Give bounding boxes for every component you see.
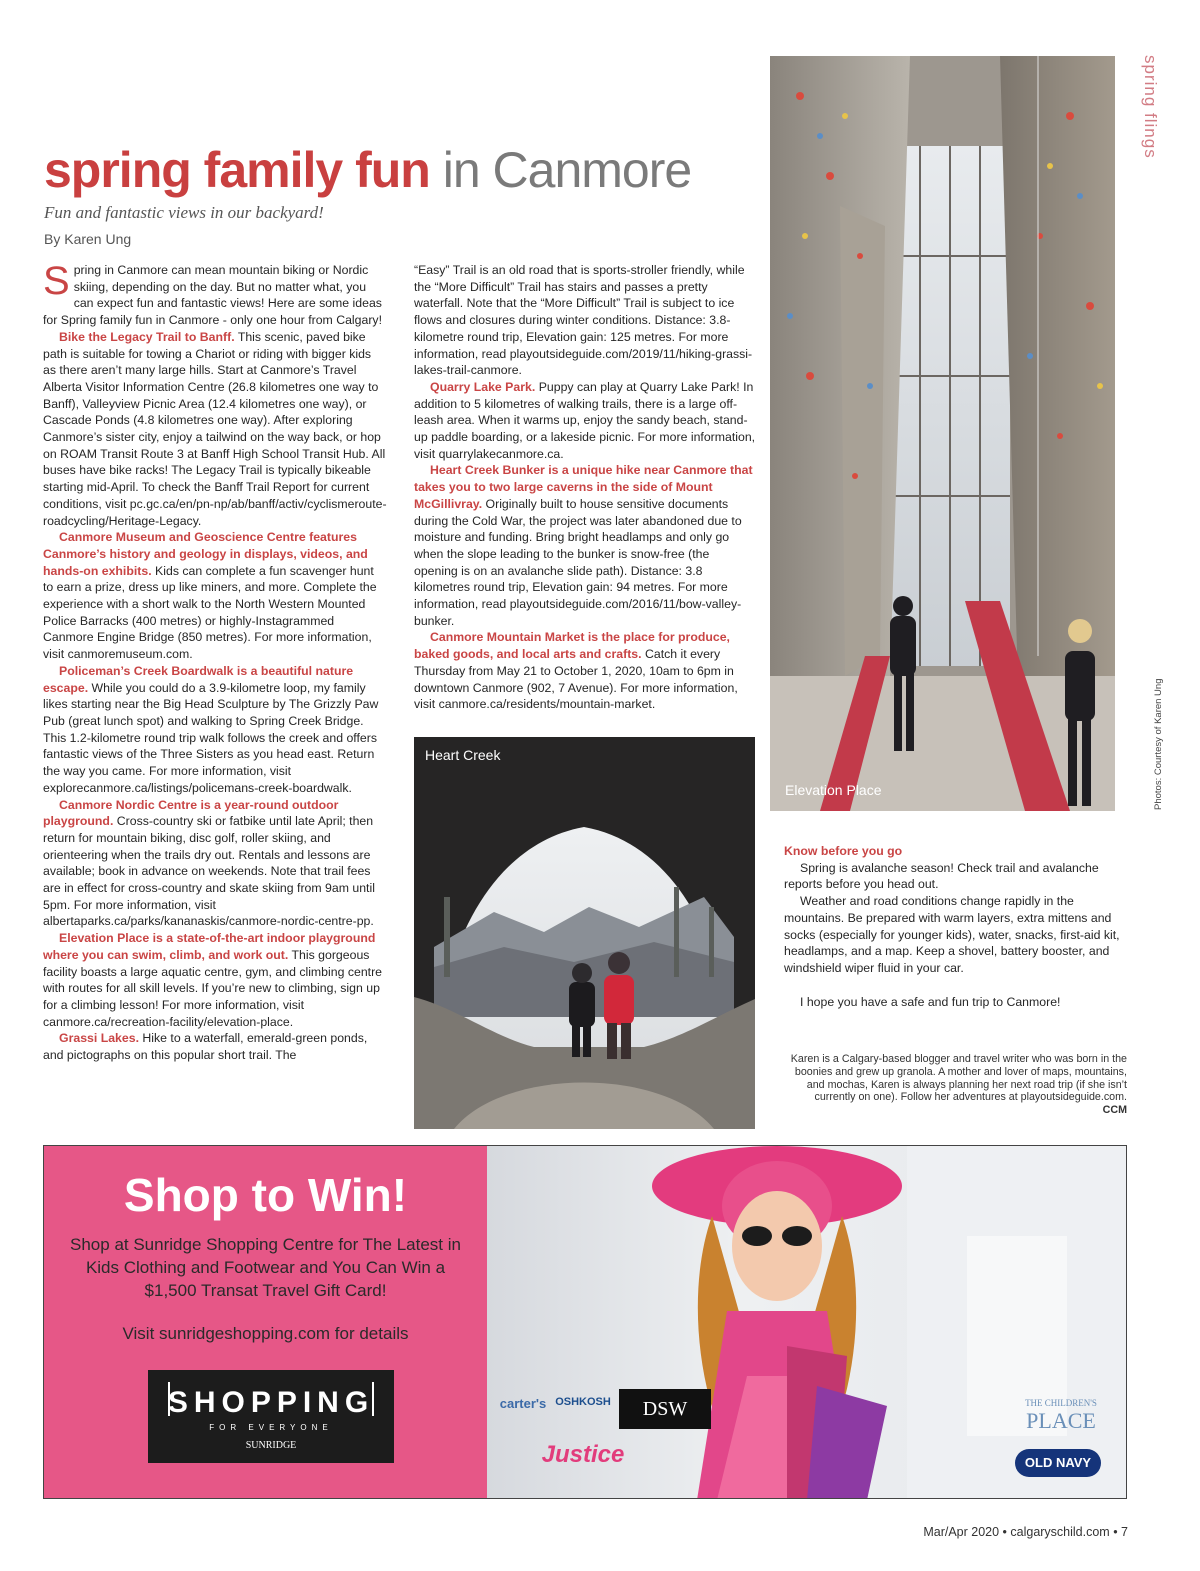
article-column-2 <box>414 262 756 713</box>
article-column-1 <box>43 259 387 1064</box>
childrens-place-top: THE CHILDREN'S <box>1025 1398 1097 1408</box>
byline: By Karen Ung <box>44 231 132 247</box>
know-paragraph-3: I hope you have a safe and fun trip to Canmore! <box>800 994 1061 1009</box>
sunridge-advertisement[interactable] <box>43 1145 1127 1499</box>
photo-credit: Photos: Courtesy of Karen Ung <box>1153 678 1164 810</box>
logo-sub: FOR EVERYONE <box>209 1423 333 1432</box>
logo-main: SHOPPING <box>167 1386 375 1419</box>
author-bio: Karen is a Calgary-based blogger and travel writer who was born in the boonies and grew up granola. A mother and lover of maps, mountains, and mochas, Karen is always planning her next road trip (if she isn’t currently on one). Follow her adventures at playoutsideguide.com. CCM <box>790 1053 1127 1117</box>
ad-copy: Shop at Sunridge Shopping Centre for The Latest in Kids Clothing and Footwear and You Can Win a $1,500 Transat Travel Gift Card! <box>70 1235 461 1300</box>
gym-photo-caption: Elevation Place <box>785 782 882 798</box>
headline <box>44 140 764 200</box>
dsw-logo: DSW <box>619 1389 711 1429</box>
ccm-tag: CCM <box>1102 1104 1127 1117</box>
nordic-centre-paragraph: Canmore Nordic Centre is a year-round outdoor playground. Cross-country ski or fatbike until late April; then return for mountain biking, disc golf, roller skiing, and orienteering when the trails dry out. Rentals and lessons are available; book in advance on weekends. Note that trail fees are in effect for cross-country and skate skiing from 9am until 5pm. For more information, visit albertaparks.ca/parks/kananaskis/canmore-nordic-centre-pp. <box>43 797 375 929</box>
subhead: Fun and fantastic views in our backyard! <box>44 203 324 222</box>
carters-logo: carter's <box>499 1396 547 1411</box>
know-paragraph-1: Spring is avalanche season! Check trail and avalanche reports before you head out. <box>784 860 1099 892</box>
old-navy-logo: OLD NAVY <box>1015 1449 1101 1477</box>
headline-bold: spring family fun <box>44 142 430 198</box>
childrens-place-logo: PLACE <box>1026 1408 1096 1433</box>
legacy-trail-paragraph: Bike the Legacy Trail to Banff. This scenic, paved bike path is suitable for towing a Chariot or riding with bigger kids as there aren’t many large hills. Start at Canmore’s Travel Alberta Visitor Information Centre (26.8 kilometres one way to Banff), Valleyview Picnic Area (12.4 kilometres one way), or Cascade Ponds (4.8 kilometres one way). After exploring Canmore’s sister city, enjoy a tailwind on the way back, or hop on ROAM Transit Route 3 at Banff High School Transit Hub. All buses have bike racks! The Legacy Trail is typically bikeable starting mid-April. To check the Banff Trail Report for current conditions, visit pc.gc.ca/en/pn-np/ab/banff/activ/cyclismeroute-roadcycling/Heritage-Legacy. <box>43 329 387 528</box>
ad-url[interactable]: Visit sunridgeshopping.com for details <box>122 1324 409 1343</box>
headline-thin: in Canmore <box>442 142 692 198</box>
logo-brand: SUNRIDGE <box>245 1440 297 1451</box>
know-before-you-go <box>784 843 1124 1010</box>
sunridge-logo <box>148 1370 394 1463</box>
elevation-place-photo <box>770 56 1115 811</box>
ad-right-panel <box>487 1146 1127 1499</box>
heart-creek-photo <box>414 737 755 1129</box>
page-footer: Mar/Apr 2020 • calgaryschild.com • 7 <box>923 1525 1128 1539</box>
grassi-lakes-paragraph: Grassi Lakes. Hike to a waterfall, emerald-green ponds, and pictographs on this popular short trail. The <box>43 1031 368 1063</box>
know-paragraph-2: Weather and road conditions change rapidly in the mountains. Be prepared with warm layers, extra mittens and socks (especially for younger kids), water, snacks, first-aid kit, headlamps, and a map. Keep a shovel, battery booster, and windshield wiper fluid in your car. <box>784 894 1120 975</box>
heart-creek-paragraph: Heart Creek Bunker is a unique hike near Canmore that takes you to two large caverns in the side of Mount McGillivray. Originally built to house sensitive documents during the Cold War, the project was later abandoned due to moisture and funding. Bring bright headlamps and only go when the slope leading to the bunker is snow-free (the opening is on an avalanche slide path). Distance: 3.8 kilometres round trip, Elevation gain: 94 metres. For more information, read playoutsideguide.com/2016/11/bow-valley-bunker. <box>414 463 753 628</box>
policemans-creek-paragraph: Policeman’s Creek Boardwalk is a beautiful nature escape. While you could do a 3.9-kilometre loop, my family likes starting near the Big Head Sculpture by The Grizzly Paw Pub (great lunch spot) and walking to Spring Creek Bridge. This 1.2-kilometre round trip walk follows the creek and offers fantastic views of the Three Sisters as you head east. Return the way you came. For more information, visit explorecanmore.ca/listings/policemans-creek-boardwalk. <box>43 663 379 795</box>
oshkosh-logo: OSHKOSH <box>555 1396 611 1408</box>
cave-illustration <box>414 737 755 1129</box>
grassi-continued-paragraph: “Easy” Trail is an old road that is sports-stroller friendly, while the “More Difficult” Trail has stairs and passes a pretty waterfall. Note that the “More Difficult” Trail is subject to ice flows and closures during winter conditions. Distance: 3.8-kilometre round trip, Elevation gain: 125 metres. For more information, read playoutsideguide.com/2019/11/hiking-grassi-lakes-trail-canmore. <box>414 263 753 378</box>
cave-photo-caption: Heart Creek <box>425 747 501 763</box>
drop-cap: S <box>43 259 70 303</box>
ad-title: Shop to Win! <box>123 1169 408 1221</box>
mountain-market-paragraph: Canmore Mountain Market is the place for produce, baked goods, and local arts and crafts. Catch it every Thursday from May 21 to October 1, 2020, 10am to 6pm in downtown Canmore (902, 7 Avenue). For more information, visit canmore.ca/residents/mountain-market. <box>414 630 738 712</box>
elevation-place-paragraph: Elevation Place is a state-of-the-art indoor playground where you can swim, climb, and work out. This gorgeous facility boasts a large aquatic centre, gym, and climbing centre with routes for all skill levels. If you’re new to climbing, sign up for a climbing lesson! For more information, visit canmore.ca/recreation-facility/elevation-place. <box>43 931 383 1029</box>
justice-logo: Justice <box>541 1441 625 1468</box>
ad-left-panel <box>44 1146 487 1499</box>
section-tag: spring flings <box>1141 55 1160 159</box>
climbing-gym-illustration <box>770 56 1115 811</box>
intro-paragraph: Spring in Canmore can mean mountain biking or Nordic skiing, depending on the day. But no matter what, you can expect fun and fantastic views! Here are some ideas for Spring family fun in Canmore - only one hour from Calgary! <box>43 259 382 328</box>
know-title: Know before you go <box>784 844 903 858</box>
museum-paragraph: Canmore Museum and Geoscience Centre features Canmore’s history and geology in displays, videos, and hands-on exhibits. Kids can complete a fun scavenger hunt to earn a prize, dress up like miners, and more. Complete the experience with a short walk to the North Western Mounted Police Barracks (400 metres) or highly-Instagrammed Canmore Engine Bridge (850 metres). For more information, visit canmoremuseum.com. <box>43 530 377 662</box>
quarry-lake-paragraph: Quarry Lake Park. Puppy can play at Quarry Lake Park! In addition to 5 kilometres of walking trails, there is a large off-leash area. When it warms up, enjoy the sandy beach, stand-up paddle boarding, or a lakeside picnic. For more information, visit quarrylakecanmore.ca. <box>414 379 756 461</box>
